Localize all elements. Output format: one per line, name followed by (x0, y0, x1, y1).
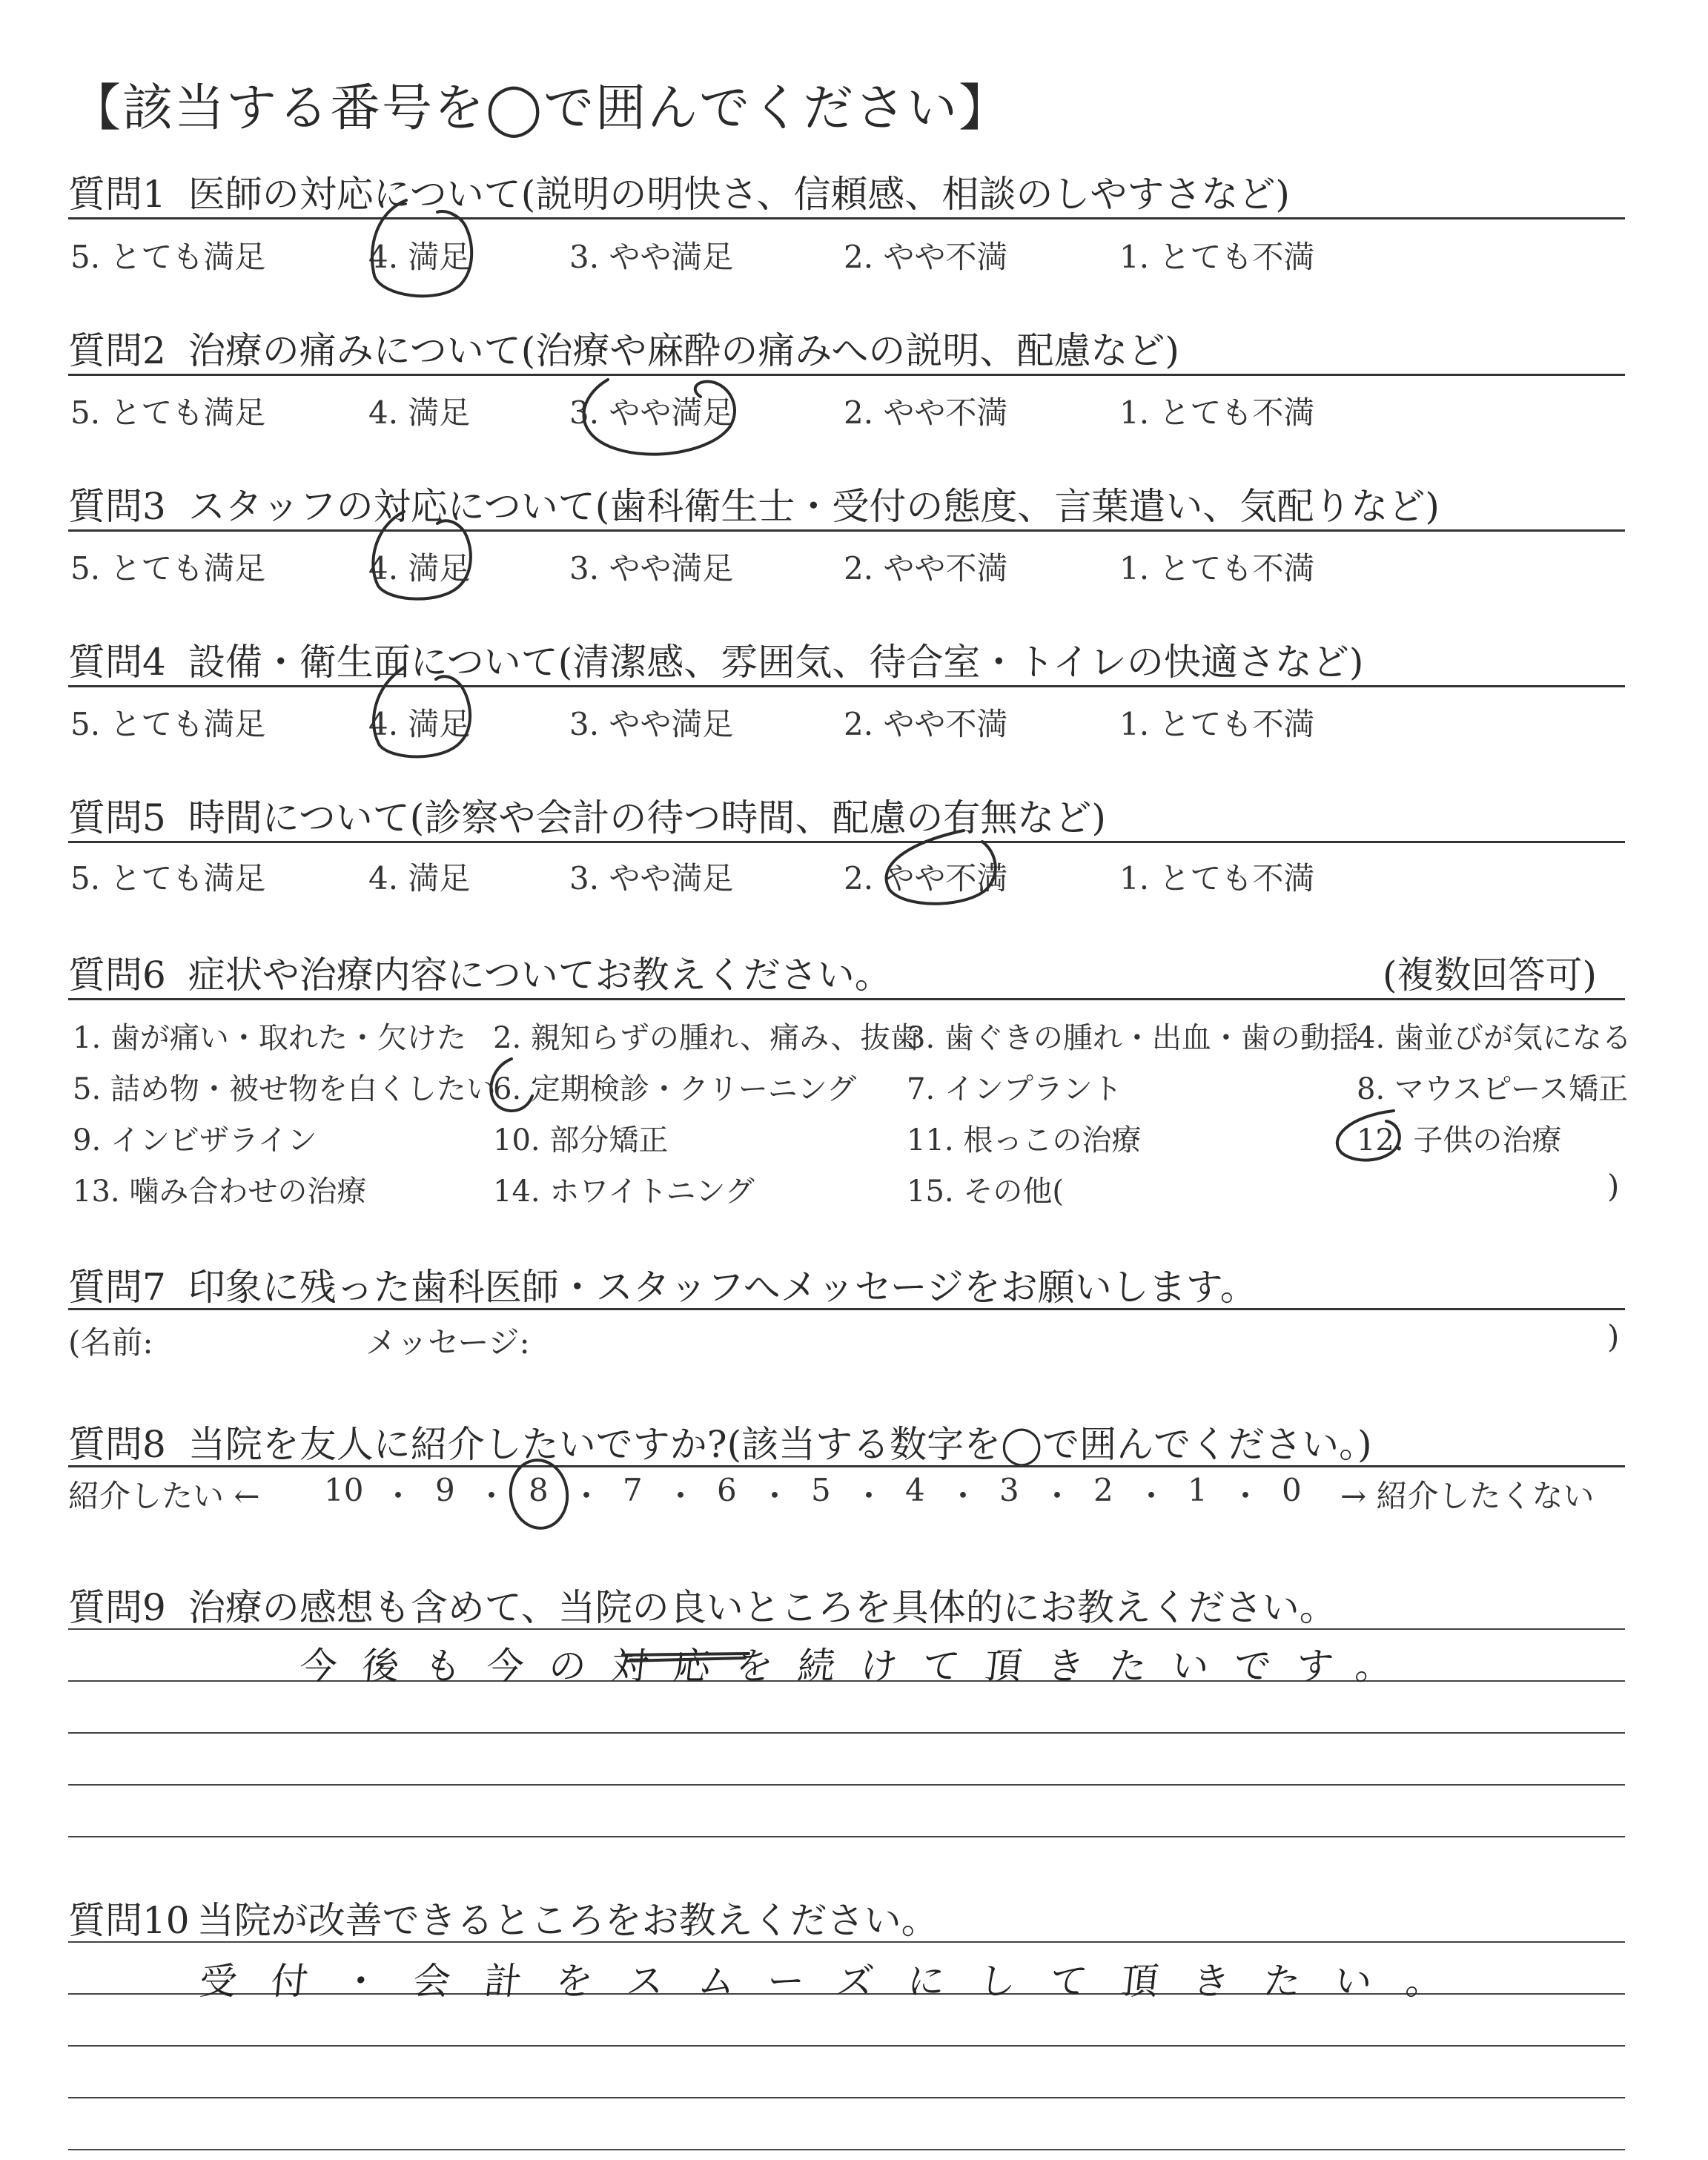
q7-message-label: メッセージ: (365, 1324, 530, 1361)
q8-scale-2[interactable]: 2 (1093, 1472, 1113, 1508)
q8-scale-8[interactable]: 8 (529, 1472, 549, 1508)
question-3-text: スタッフの対応について(歯科衛生士・受付の態度、言葉遣い、気配りなど) (188, 485, 1440, 528)
q4-option-2[interactable]: 2. やや不満 (844, 706, 1008, 742)
question-4-heading (68, 633, 1363, 686)
q3-option-1[interactable]: 1. とても不満 (1119, 550, 1315, 587)
q8-right-label: → 紹介したくない (1340, 1478, 1595, 1514)
q7-close-paren: ) (1607, 1318, 1620, 1355)
question-2-number: 質問2 (68, 329, 166, 372)
question-1-rule (68, 217, 1625, 219)
q4-option-4[interactable]: 4. 満足 (368, 706, 471, 742)
q3-option-2[interactable]: 2. やや不満 (844, 550, 1008, 587)
q1-option-3[interactable]: 3. やや満足 (569, 239, 734, 275)
question-2-text: 治療の痛みについて(治療や麻酔の痛みへの説明、配慮など) (188, 329, 1179, 372)
q5-option-4[interactable]: 4. 満足 (368, 860, 471, 896)
question-5-rule (68, 841, 1625, 843)
q10-answer-line-5 (68, 2149, 1625, 2150)
q6-option-15[interactable]: 15. その他( (907, 1175, 1064, 1209)
question-10-text: 当院が改善できるところをお教えください。 (196, 1899, 939, 1942)
q6-option-8[interactable]: 8. マウスピース矯正 (1357, 1072, 1629, 1106)
q1-option-2[interactable]: 2. やや不満 (844, 239, 1008, 275)
q6-option-12[interactable]: 12. 子供の治療 (1357, 1123, 1562, 1157)
question-8-rule (68, 1465, 1625, 1467)
question-5-number: 質問5 (68, 796, 166, 839)
question-5-heading (68, 788, 1106, 842)
q6-option-11[interactable]: 11. 根っこの治療 (907, 1123, 1142, 1157)
q3-option-5[interactable]: 5. とても満足 (70, 550, 266, 587)
q9-answer-line-5 (68, 1836, 1625, 1837)
q5-option-2[interactable]: 2. やや不満 (844, 860, 1008, 896)
q2-option-4[interactable]: 4. 満足 (368, 394, 471, 431)
question-6-multiple-note: (複数回答可) (1382, 954, 1597, 997)
question-8-heading (68, 1415, 1372, 1468)
q1-option-5[interactable]: 5. とても満足 (70, 239, 266, 275)
q8-separator: ・ (759, 1478, 791, 1514)
q6-option-1[interactable]: 1. 歯が痛い・取れた・欠けた (73, 1021, 466, 1055)
question-8-text: 当院を友人に紹介したいですか?(該当する数字を◯で囲んでください。) (188, 1423, 1372, 1466)
question-2-heading (68, 321, 1179, 374)
q8-scale-5[interactable]: 5 (811, 1472, 831, 1508)
question-8-number: 質問8 (68, 1423, 166, 1466)
q9-answer-line-1 (68, 1628, 1625, 1630)
q8-separator: ・ (1230, 1478, 1262, 1514)
q8-scale-10[interactable]: 10 (324, 1472, 364, 1508)
question-9-number: 質問9 (68, 1586, 166, 1629)
q8-scale-1[interactable]: 1 (1188, 1472, 1208, 1508)
q8-separator: ・ (1136, 1478, 1168, 1514)
q6-option-6[interactable]: 6. 定期検診・クリーニング (493, 1072, 857, 1106)
question-4-rule (68, 685, 1625, 687)
q10-answer-line-4 (68, 2097, 1625, 2098)
q6-option-2[interactable]: 2. 親知らずの腫れ、痛み、抜歯 (493, 1021, 920, 1055)
q8-separator: ・ (1042, 1478, 1073, 1514)
question-6-rule (68, 998, 1625, 1000)
q8-separator: ・ (476, 1478, 508, 1514)
q4-option-5[interactable]: 5. とても満足 (70, 706, 266, 742)
q8-scale-3[interactable]: 3 (999, 1472, 1019, 1508)
q7-name-label: (名前: (68, 1324, 153, 1361)
question-10-heading (68, 1891, 939, 1944)
question-9-text: 治療の感想も含めて、当院の良いところを具体的にお教えください。 (188, 1586, 1337, 1629)
question-6-heading (68, 945, 892, 999)
q8-separator: ・ (571, 1478, 603, 1514)
q4-option-3[interactable]: 3. やや満足 (569, 706, 734, 742)
q8-scale-7[interactable]: 7 (623, 1472, 643, 1508)
question-4-text: 設備・衛生面について(清潔感、雰囲気、待合室・トイレの快適さなど) (188, 641, 1364, 684)
q6-option-10[interactable]: 10. 部分矯正 (493, 1123, 669, 1157)
q6-option-13[interactable]: 13. 噛み合わせの治療 (73, 1175, 367, 1209)
q8-scale-4[interactable]: 4 (905, 1472, 925, 1508)
q8-scale-9[interactable]: 9 (435, 1472, 455, 1508)
q8-scale-0[interactable]: 0 (1282, 1472, 1302, 1508)
question-1-text: 医師の対応について(説明の明快さ、信頼感、相談のしやすさなど) (188, 173, 1290, 216)
question-2-rule (68, 374, 1625, 376)
question-3-heading (68, 477, 1440, 530)
q2-option-2[interactable]: 2. やや不満 (844, 394, 1008, 431)
q8-left-label: 紹介したい ← (68, 1478, 260, 1514)
q10-answer-line-1 (68, 1941, 1625, 1943)
q4-option-1[interactable]: 1. とても不満 (1119, 706, 1315, 742)
q8-separator: ・ (853, 1478, 885, 1514)
q9-answer-line-3 (68, 1732, 1625, 1734)
page-title: 【該当する番号を◯で囲んでください】 (70, 79, 1011, 138)
q5-option-5[interactable]: 5. とても満足 (70, 860, 266, 896)
question-4-number: 質問4 (68, 641, 166, 684)
q2-option-1[interactable]: 1. とても不満 (1119, 394, 1315, 431)
q8-separator: ・ (383, 1478, 414, 1514)
q1-option-1[interactable]: 1. とても不満 (1119, 239, 1315, 275)
q9-answer-line-4 (68, 1784, 1625, 1786)
q6-other-close-paren: ) (1607, 1168, 1620, 1204)
q9-handwritten-answer[interactable]: 今後も今の対応を続けて頂きたいです。 (297, 1645, 1420, 1688)
question-9-heading (68, 1578, 1337, 1631)
question-6-text: 症状や治療内容についてお教えください。 (188, 954, 892, 997)
question-7-heading (68, 1258, 1257, 1311)
q5-option-1[interactable]: 1. とても不満 (1119, 860, 1315, 896)
question-3-number: 質問3 (68, 485, 166, 528)
q10-answer-line-3 (68, 2045, 1625, 2047)
question-3-rule (68, 529, 1625, 532)
question-7-text: 印象に残った歯科医師・スタッフへメッセージをお願いします。 (188, 1266, 1257, 1309)
q6-option-3[interactable]: 3. 歯ぐきの腫れ・出血・歯の動揺 (907, 1021, 1360, 1055)
q8-separator: ・ (665, 1478, 697, 1514)
question-5-text: 時間について(診察や会計の待つ時間、配慮の有無など) (188, 796, 1106, 839)
question-10-number: 質問10 (68, 1899, 190, 1942)
q1-option-4[interactable]: 4. 満足 (368, 239, 471, 275)
q3-option-3[interactable]: 3. やや満足 (569, 550, 734, 587)
q2-option-5[interactable]: 5. とても満足 (70, 394, 266, 431)
q6-option-7[interactable]: 7. インプラント (907, 1072, 1122, 1106)
question-7-rule (68, 1308, 1625, 1310)
q6-option-14[interactable]: 14. ホワイトニング (493, 1175, 755, 1209)
q6-option-4[interactable]: 4. 歯並びが気になる (1357, 1021, 1632, 1055)
q10-handwritten-answer[interactable]: 受付・会計をスムーズにして頂きたい。 (197, 1960, 1480, 2003)
q2-option-3[interactable]: 3. やや満足 (569, 394, 734, 431)
question-1-number: 質問1 (68, 173, 166, 216)
question-1-heading (68, 165, 1290, 218)
q6-option-9[interactable]: 9. インビザライン (73, 1123, 317, 1157)
q8-separator: ・ (947, 1478, 979, 1514)
q3-option-4[interactable]: 4. 満足 (368, 550, 471, 587)
question-6-number: 質問6 (68, 954, 166, 997)
q8-scale-6[interactable]: 6 (717, 1472, 737, 1508)
q5-option-3[interactable]: 3. やや満足 (569, 860, 734, 896)
question-7-number: 質問7 (68, 1266, 166, 1309)
q6-option-5[interactable]: 5. 詰め物・被せ物を白くしたい (73, 1072, 496, 1106)
